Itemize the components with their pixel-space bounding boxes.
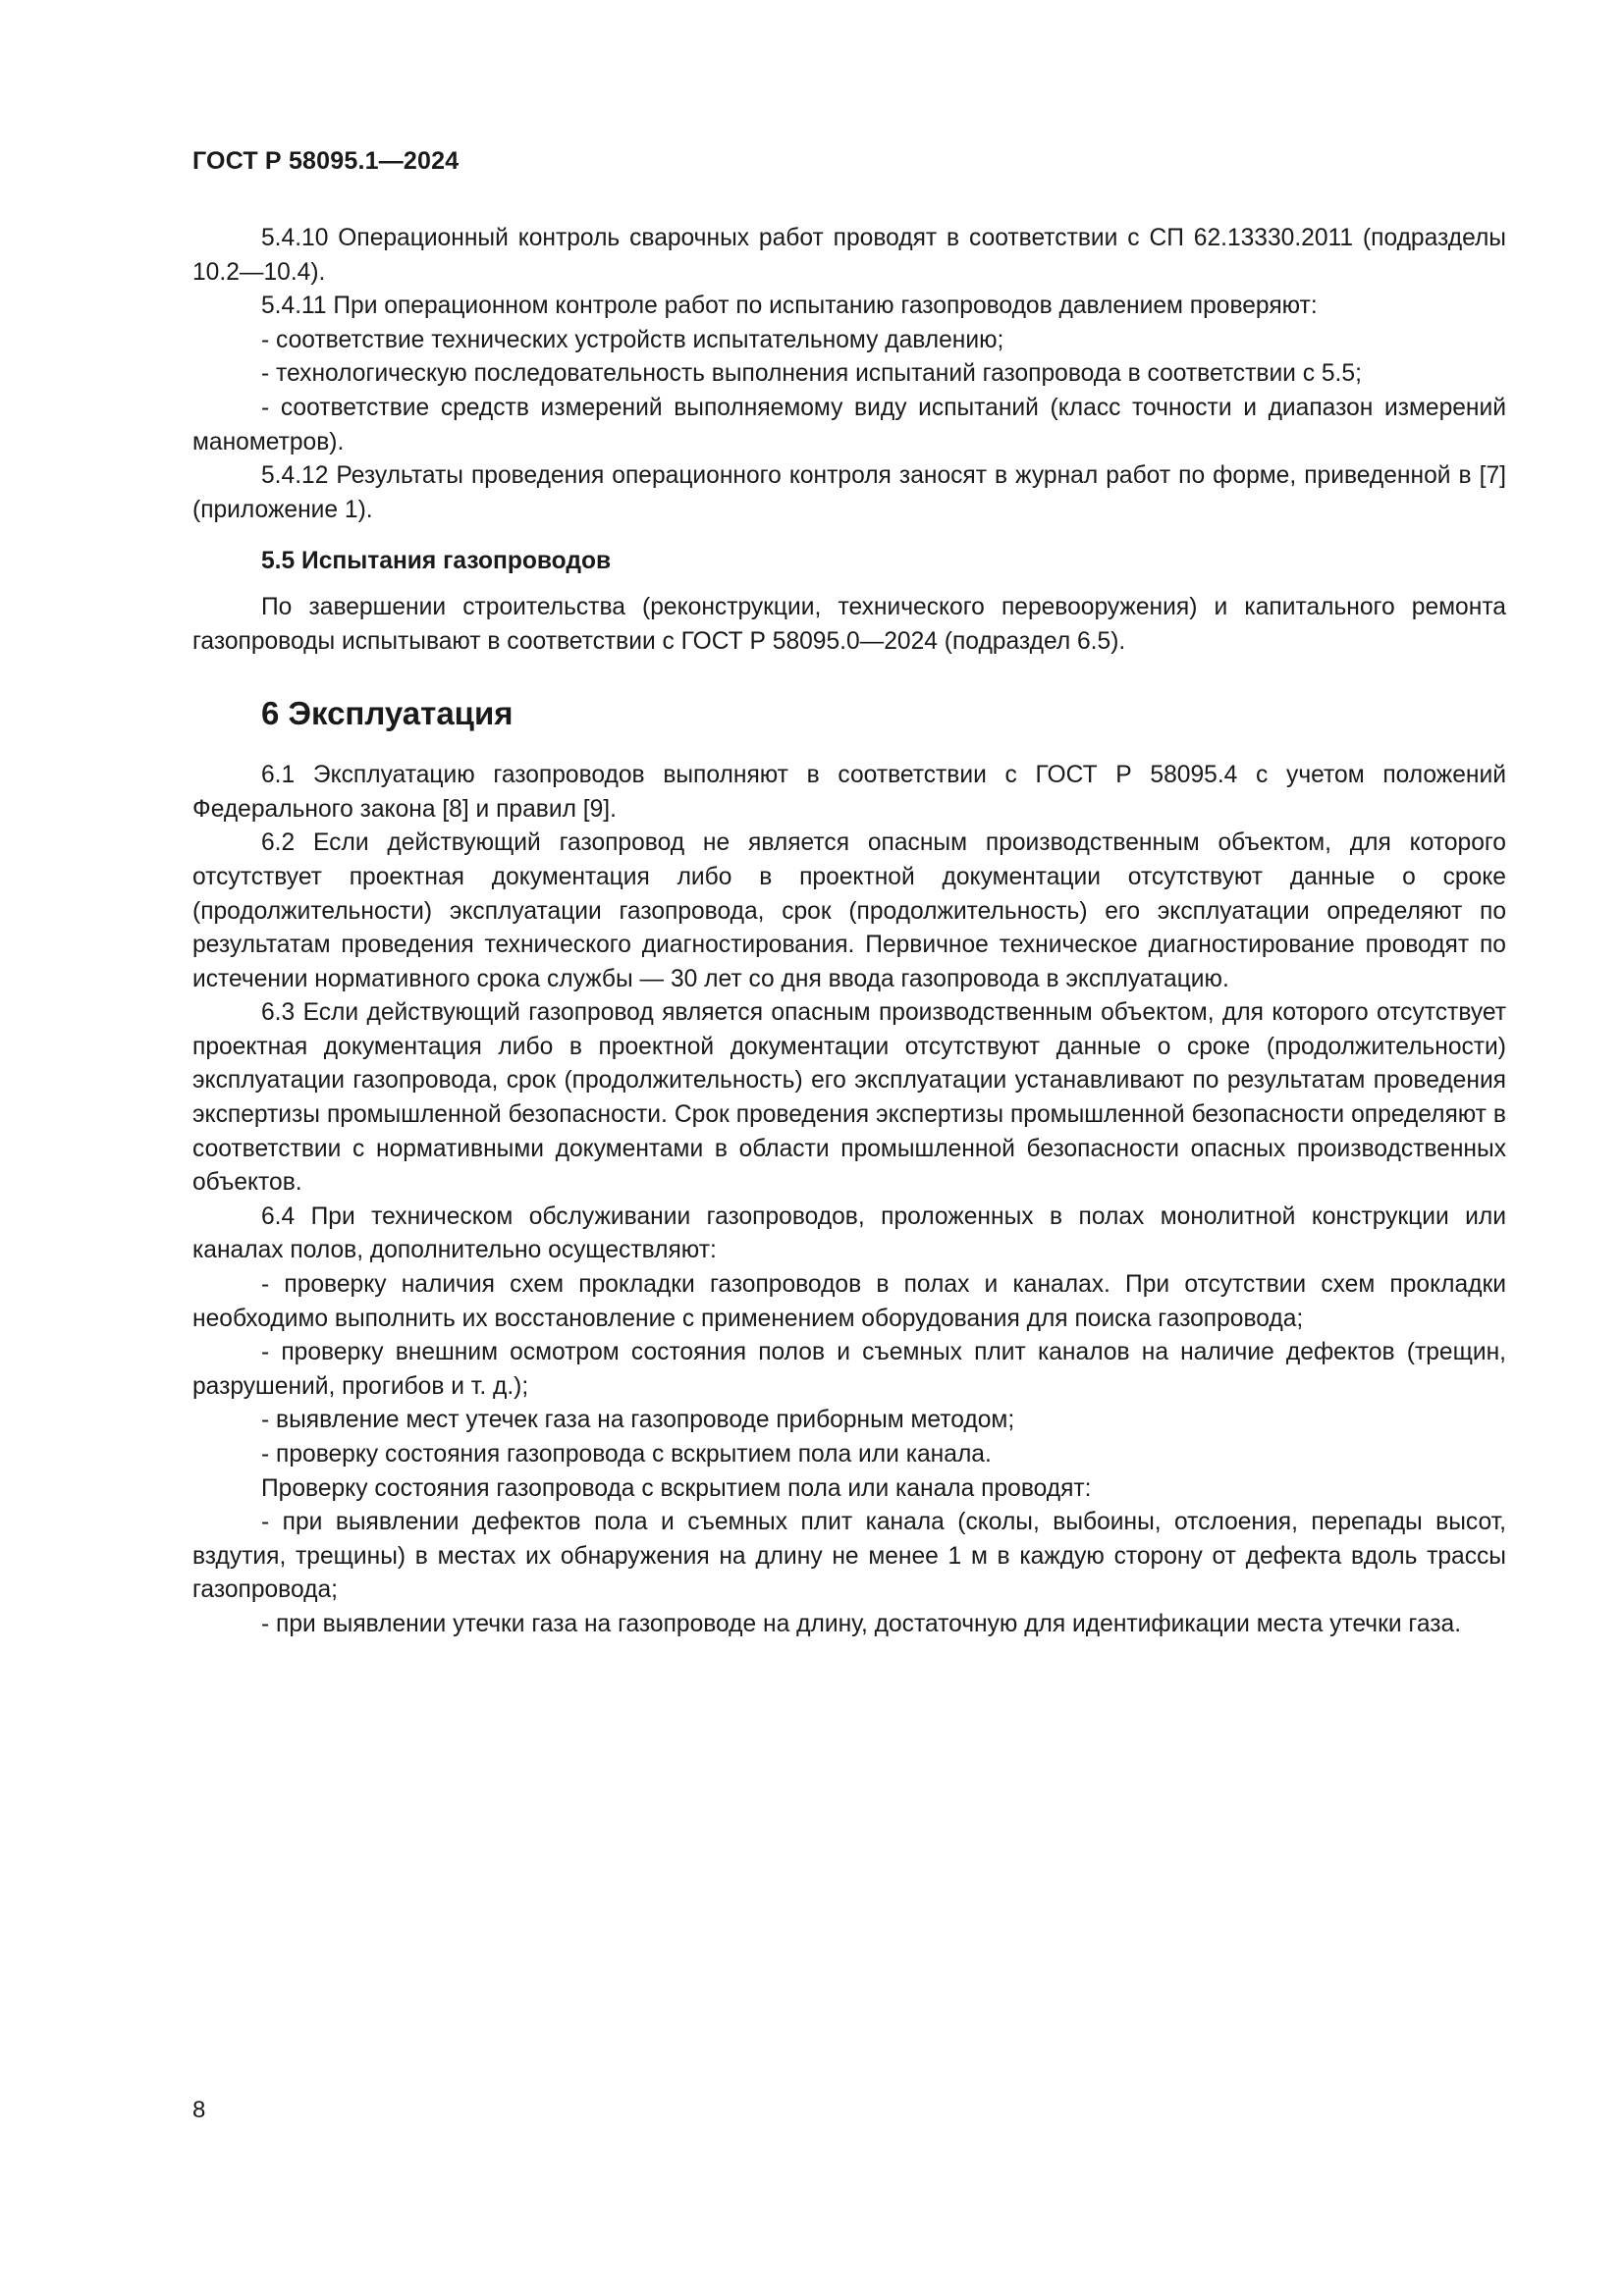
paragraph-6-2: 6.2 Если действующий газопровод не является опасным производственным объектом, для которого отсутствует проектная документация либо в проектной документации отсутствуют данные о сроке (продолжительности) эксплуатации газопровода, срок (продолжительность) его эксплуатации определяют по результатам проведения технического диагностирования. Первичное техническое диагностирование проводят по истечении нормативного срока службы — 30 лет со дня ввода газопровода в эксплуатацию. bbox=[192, 829, 1506, 992]
list-item-pressure-devices: - соответствие технических устройств испытательному давлению; bbox=[261, 326, 1004, 353]
page-number: 8 bbox=[192, 2097, 206, 2123]
paragraph-5-4-10: 5.4.10 Операционный контроль сварочных работ проводят в соответствии с СП 62.13330.2011 (подразделы 10.2—10.4). bbox=[192, 225, 1506, 286]
list-item-measuring-instruments: - соответствие средств измерений выполняемому виду испытаний (класс точности и диапазон измерений манометров). bbox=[192, 394, 1506, 455]
document-body bbox=[192, 222, 1506, 1642]
list-item-floor-defects: - при выявлении дефектов пола и съемных плит канала (сколы, выбоины, отслоения, перепады высот, вздутия, трещины) в местах их обнаружения на длину не менее 1 м в каждую сторону от дефекта вдоль трассы газопровода; bbox=[192, 1509, 1506, 1604]
paragraph-6-3: 6.3 Если действующий газопровод является опасным производственным объектом, для которого отсутствует проектная документация либо в проектной документации отсутствуют данные о сроке (продолжительности) эксплуатации газопровода, срок (продолжительность) его эксплуатации устанавливают по результатам проведения экспертизы промышленной безопасности. Срок проведения экспертизы промышленной безопасности определяют в соответствии с нормативными документами в области промышленной безопасности опасных производственных объектов. bbox=[192, 999, 1506, 1197]
document-code-header: ГОСТ Р 58095.1—2024 bbox=[192, 147, 460, 175]
paragraph-5-4-11: 5.4.11 При операционном контроле работ по испытанию газопроводов давлением проверяют: bbox=[261, 293, 1318, 320]
list-item-leak-detection: - выявление мест утечек газа на газопроводе приборным методом; bbox=[261, 1407, 1015, 1434]
paragraph-opening-check-conditions: Проверку состояния газопровода с вскрытием пола или канала проводят: bbox=[261, 1474, 1092, 1502]
subsection-title-5-5: 5.5 Испытания газопроводов bbox=[261, 548, 612, 575]
list-item-layout-schemes: - проверку наличия схем прокладки газопроводов в полах и каналах. При отсутствии схем прокладки необходимо выполнить их восстановление с применением оборудования для поиска газопровода; bbox=[192, 1271, 1506, 1332]
paragraph-5-4-12: 5.4.12 Результаты проведения операционного контроля заносят в журнал работ по форме, приведенной в [7] (приложение 1). bbox=[192, 462, 1506, 523]
list-item-gas-leak: - при выявлении утечки газа на газопроводе на длину, достаточную для идентификации места утечки газа. bbox=[261, 1610, 1462, 1637]
list-item-visual-inspection: - проверку внешним осмотром состояния полов и съемных плит каналов на наличие дефектов (трещин, разрушений, прогибов и т. д.); bbox=[192, 1339, 1506, 1400]
list-item-test-sequence: - технологическую последовательность выполнения испытаний газопровода в соответствии с 5.5; bbox=[261, 360, 1362, 388]
paragraph-5-5: По завершении строительства (реконструкции, технического перевооружения) и капитального ремонта газопроводы испытывают в соответствии с ГОСТ Р 58095.0—2024 (подраздел 6.5). bbox=[192, 593, 1506, 655]
paragraph-6-4: 6.4 При техническом обслуживании газопроводов, проложенных в полах монолитной конструкции или каналах полов, дополнительно осуществляют: bbox=[192, 1202, 1506, 1264]
paragraph-6-1: 6.1 Эксплуатацию газопроводов выполняют в соответствии с ГОСТ Р 58095.4 с учетом положений Федерального закона [8] и правил [9]. bbox=[192, 762, 1506, 823]
section-title-6: 6 Эксплуатация bbox=[261, 695, 514, 732]
list-item-opening-check: - проверку состояния газопровода с вскрытием пола или канала. bbox=[261, 1441, 992, 1468]
